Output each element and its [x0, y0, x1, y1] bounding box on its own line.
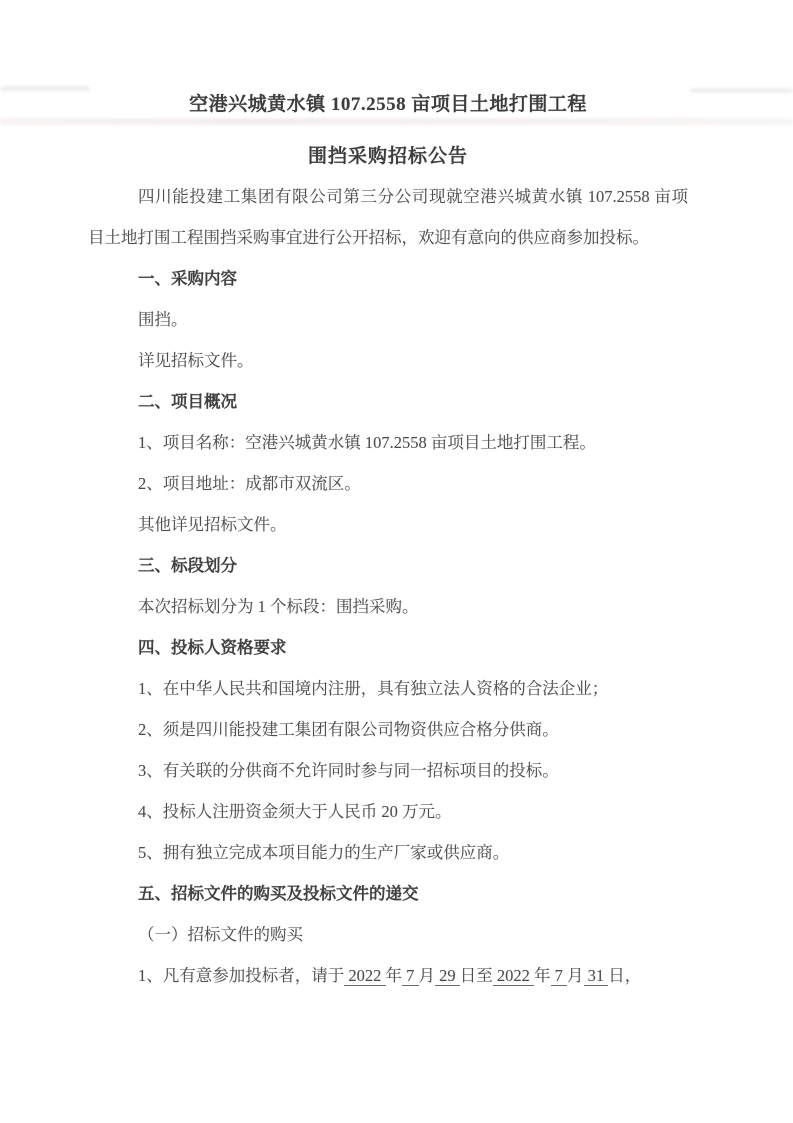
document-body	[88, 86, 688, 996]
section-4-item-4: 4、投标人注册资金须大于人民币 20 万元。	[138, 802, 452, 821]
section-3-heading: 三、标段划分	[138, 556, 237, 575]
section-4-item-3: 3、有关联的分供商不允许同时参与同一招标项目的投标。	[138, 761, 559, 780]
purchase-date-line	[88, 955, 688, 996]
section-1-item-1: 围挡。	[138, 310, 188, 329]
section-4-heading: 四、投标人资格要求	[138, 638, 287, 657]
date-blank-year-2: 2022	[492, 966, 534, 985]
date-unit-day-1: 日至	[459, 966, 493, 985]
date-unit-year-1: 年	[385, 966, 402, 985]
date-unit-month-1: 月	[418, 966, 435, 985]
date-unit-day-2: 日，	[608, 966, 642, 985]
date-line-prefix: 1、凡有意参加投标者，请于	[138, 966, 345, 985]
section-2-item-2: 2、项目地址：成都市双流区。	[138, 474, 361, 493]
date-blank-year-1: 2022	[344, 966, 386, 985]
section-2-item-3: 其他详见招标文件。	[138, 515, 287, 534]
section-1-item-2: 详见招标文件。	[138, 351, 254, 370]
date-blank-day-1: 29	[435, 966, 460, 985]
section-2-heading: 二、项目概况	[138, 392, 237, 411]
scan-artifact	[690, 88, 793, 93]
section-1-heading: 一、采购内容	[138, 269, 237, 288]
date-unit-year-2: 年	[534, 966, 551, 985]
date-blank-month-2: 7	[550, 966, 567, 985]
date-blank-day-2: 31	[583, 966, 609, 985]
date-blank-month-1: 7	[402, 966, 419, 985]
section-4-item-5: 5、拥有独立完成本项目能力的生产厂家或供应商。	[138, 843, 510, 862]
section-4-item-1: 1、在中华人民共和国境内注册，具有独立法人资格的合法企业；	[138, 679, 609, 698]
intro-paragraph-line2: 目土地打围工程围挡采购事宜进行公开招标，欢迎有意向的供应商参加投标。	[88, 228, 649, 247]
date-unit-month-2: 月	[567, 966, 584, 985]
document-title: 空港兴城黄水镇 107.2558 亩项目土地打围工程	[189, 94, 587, 115]
section-4-item-2: 2、须是四川能投建工集团有限公司物资供应合格分供商。	[138, 720, 559, 739]
section-2-item-1: 1、项目名称：空港兴城黄水镇 107.2558 亩项目土地打围工程。	[138, 433, 596, 452]
intro-paragraph-line1: 四川能投建工集团有限公司第三分公司现就空港兴城黄水镇 107.2558 亩项	[138, 187, 688, 206]
section-3-item-1: 本次招标划分为 1 个标段：围挡采购。	[138, 597, 419, 616]
section-5-heading: 五、招标文件的购买及投标文件的递交	[138, 884, 419, 903]
document-subtitle: 围挡采购招标公告	[307, 146, 468, 167]
section-5-sub-heading: （一）招标文件的购买	[138, 925, 303, 944]
scan-artifact	[0, 86, 90, 91]
